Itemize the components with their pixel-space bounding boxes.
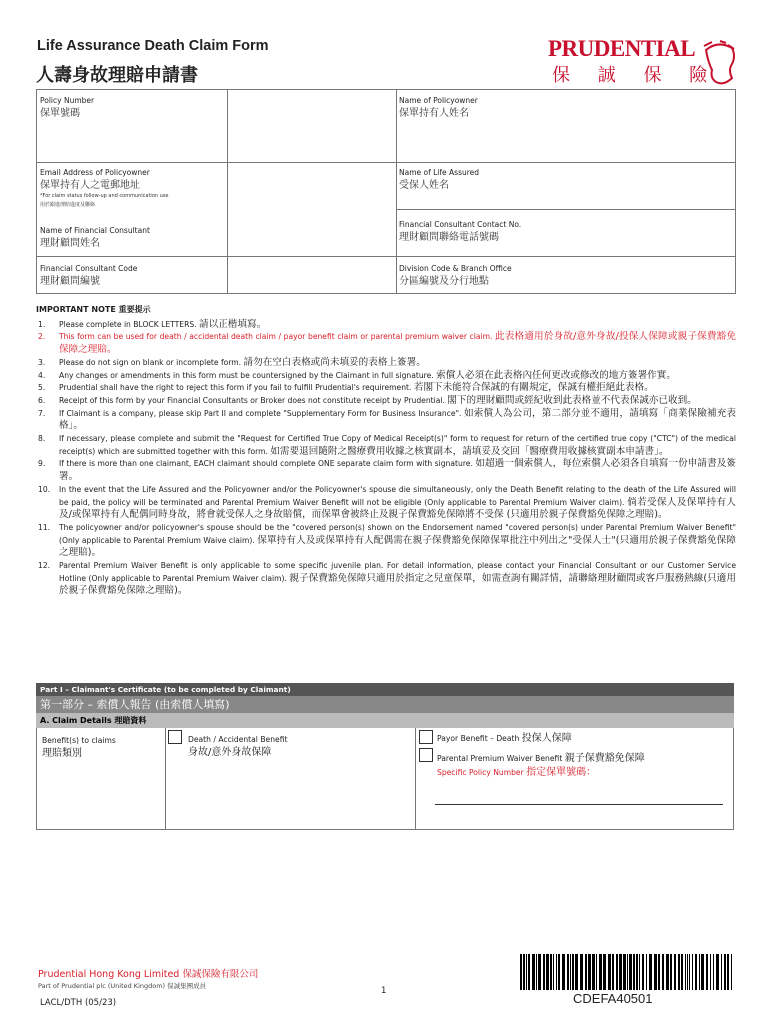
policyowner-name-label: Name of Policyowner 保單持有人姓名 bbox=[399, 96, 478, 119]
payor-benefit-checkbox[interactable] bbox=[419, 730, 433, 744]
fc-contact-label: Financial Consultant Contact No. 理財顧問聯絡電話號碼 bbox=[399, 220, 522, 243]
prudence-head-icon bbox=[698, 40, 738, 92]
footer-subtitle: Part of Prudential plc (United Kingdom) 保誠集團成員 bbox=[38, 982, 207, 990]
fc-name-label: Name of Financial Consultant 理財顧問姓名 bbox=[40, 226, 150, 249]
parental-waiver-label: Parental Premium Waiver Benefit 親子保費豁免保障 bbox=[437, 753, 645, 764]
barcode-text: CDEFA40501 bbox=[573, 991, 653, 1006]
barcode bbox=[520, 954, 734, 990]
note-item: 10. In the event that the Life Assured and the Policyowner and/or the Policyowner's spouse die simultaneously, only the Death Benefit relating to the death of the Life Assured will be paid, the policy will be terminated and Parental Premium Waiver Benefit will not be eligible (Only applicable to Parental Premium Waiver claim). 倘若受保人及保單持有人及/或保單持有人配偶同時身故，將會就受保人之身故賠償，而保單會被終止及親子保費豁免保障將不受保 (只適用於親子保費豁免保障之理賠)。 bbox=[38, 484, 737, 521]
note-item: 4. Any changes or amendments in this form must be countersigned by the Claimant in full signature. 索償人必須在此表格內任何更改或修改的地方簽署作實。 bbox=[38, 369, 676, 381]
division-label: Division Code & Branch Office 分區編號及分行地點 bbox=[399, 264, 512, 287]
specific-policy-label: Specific Policy Number 指定保單號碼： bbox=[437, 767, 597, 778]
part1-header-en: Part I – Claimant's Certificate (to be completed by Claimant) bbox=[36, 683, 734, 696]
policy-info-grid bbox=[36, 89, 736, 294]
email-field[interactable] bbox=[228, 163, 395, 255]
notes-list bbox=[36, 319, 736, 598]
fc-code-field[interactable] bbox=[228, 257, 395, 292]
prudential-logo bbox=[548, 36, 738, 94]
note-item: 11. The policyowner and/or policyowner's spouse should be the "covered person(s) shown on the Endorsement named "covered person(s) under Parental Premium Waiver Benefit" (Only applicable to Parental Premium Waive claim). 保單持有人及或保單持有人配偶需在親子保費豁免保障保單批注中列出之"受保人士"(只適用於親子保費豁免保障之理賠)。 bbox=[38, 522, 736, 559]
fc-code-label: Financial Consultant Code 理財顧問編號 bbox=[40, 264, 138, 287]
form-code: LACL/DTH (05/23) bbox=[40, 998, 117, 1008]
part1-header-zh: 第一部分 – 索償人報告 (由索償人填寫) bbox=[36, 696, 734, 713]
notes-heading: IMPORTANT NOTE 重要提示 bbox=[36, 305, 151, 314]
note-item: 9. If there is more than one claimant, EACH claimant should complete ONE separate claim form with signature. 如超過一個索償人，每位索償人必須各自填寫一份申請書及簽署。 bbox=[38, 458, 736, 483]
form-title-zh: 人壽身故理賠申請書 bbox=[36, 65, 198, 86]
payor-benefit-label: Payor Benefit – Death 投保人保障 bbox=[437, 733, 572, 744]
important-notes bbox=[36, 304, 736, 598]
note-item: 5. Prudential shall have the right to reject this form if you fail to fulfill Prudential's requirement. 若閣下未能符合保誠的有關規定，保誠有權拒絕此表格。 bbox=[38, 382, 654, 394]
note-item: 6. Receipt of this form by your Financial Consultants or Broker does not constitute receipt by Prudential. 閣下的理財顧問或經紀收到此表格並不代表保誠亦已收到。 bbox=[38, 394, 697, 406]
note-item: 12. Parental Premium Waiver Benefit is only applicable to some specific juvenile plan. For detail information, please contact your Financial Consultant or our Customer Service Hotline (Only applicable to Parental Premium Waiver claim). 親子保費豁免保障只適用於指定之兒童保單，如需查詢有關詳情，請聯絡理財顧問或客戶服務熱線(只適用於親子保費豁免保障之理賠)。 bbox=[38, 561, 736, 597]
parental-waiver-checkbox[interactable] bbox=[419, 748, 433, 762]
note-item: 8. If necessary, please complete and submit the "Request for Certified True Copy of Medical Receipt(s)" form to request for return of the certified true copy ("CTC") of the medical receipt(s) which are submitted together with this form. 如需要退回隨附之醫療費用收據之核實副本，請填妥及交回「醫療費用收據核實副本申請書」。 bbox=[38, 434, 736, 457]
specific-policy-input-line[interactable] bbox=[435, 804, 723, 805]
death-benefit-label: Death / Accidental Benefit 身故/意外身故保障 bbox=[188, 735, 288, 758]
note-item: 3. Please do not sign on blank or incomplete form. 請勿在空白表格或尚未填妥的表格上簽署。 bbox=[38, 356, 426, 368]
note-item: 2. This form can be used for death / accidental death claim / payor benefit claim or parental premium waiver claim. 此表格適用於身故/意外身故/投保人保障或親子保費豁免保障之理賠。 bbox=[38, 331, 737, 356]
section-a-header: A. Claim Details 理賠資料 bbox=[36, 713, 734, 728]
footer-brand: Prudential Hong Kong Limited 保誠保險有限公司 bbox=[38, 969, 259, 980]
note-item: 1. Please complete in BLOCK LETTERS. 請以正楷填寫。 bbox=[38, 318, 267, 330]
email-label: Email Address of Policyowner 保單持有人之電郵地址 *For claim status follow-up and communication use 用於跟進理賠進度及聯絡 bbox=[40, 168, 169, 208]
policy-number-field[interactable] bbox=[228, 91, 395, 161]
death-benefit-checkbox[interactable] bbox=[168, 730, 182, 744]
page-number: 1 bbox=[381, 986, 387, 996]
claim-details-box bbox=[36, 728, 734, 830]
benefits-label: Benefit(s) to claims 理賠類別 bbox=[42, 736, 116, 759]
logo-text-en: PRUDENTIAL bbox=[548, 36, 696, 61]
logo-text-zh: 保 誠 保 險 bbox=[552, 65, 719, 86]
note-item: 7. If Claimant is a company, please skip Part II and complete "Supplementary Form for Business Insurance". 如索償人為公司，第二部分並不適用，請填寫「商業保險補充表格」。 bbox=[38, 407, 737, 432]
policy-number-label: Policy Number 保單號碼 bbox=[40, 96, 95, 119]
form-title-en: Life Assurance Death Claim Form bbox=[37, 38, 269, 54]
life-assured-label: Name of Life Assured 受保人姓名 bbox=[399, 168, 480, 191]
